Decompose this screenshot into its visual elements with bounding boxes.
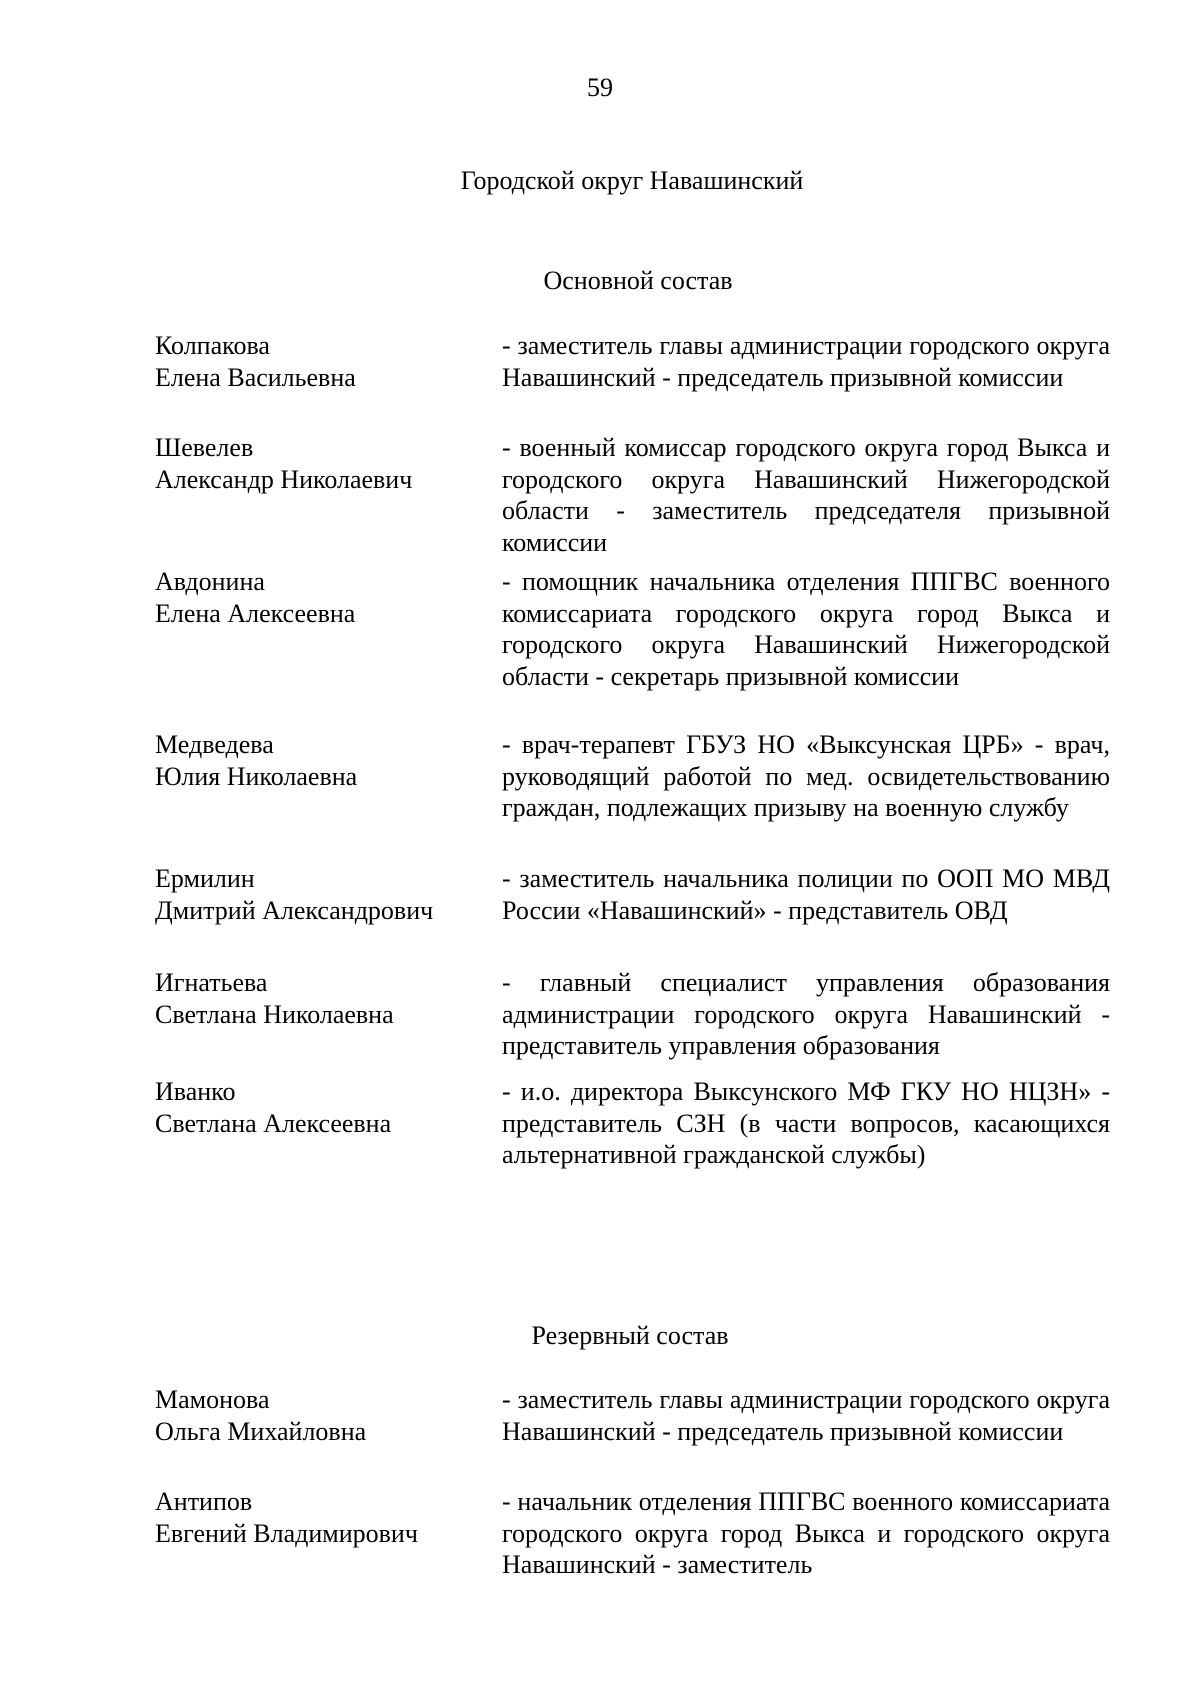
page-number: 59 [587, 73, 613, 102]
member-name [155, 1076, 500, 1171]
member-role: - заместитель главы администрации городского округа Навашинский - председатель призывной комиссии [502, 1385, 1110, 1446]
member-surname: Колпакова [155, 331, 270, 360]
member-name [155, 967, 500, 1062]
member-name [155, 432, 500, 558]
member-role: - военный комиссар городского округа город Выкса и городского округа Навашинский Нижегородской области - заместитель председателя призывной комиссии [502, 433, 1110, 557]
member-given-name: Дмитрий Александрович [155, 895, 434, 925]
member-name [155, 863, 500, 926]
member-given-name: Юлия Николаевна [155, 761, 358, 791]
section-title-main: Основной состав [543, 266, 733, 295]
member-role: - заместитель главы администрации городского округа Навашинский - председатель призывной комиссии [502, 331, 1110, 392]
member-role: - помощник начальника отделения ППГВС военного комиссариата городского округа город Выкса и городского округа Навашинский Нижегородской области - секретарь призывной комиссии [502, 567, 1110, 691]
member-ignatieva [155, 967, 1115, 1062]
member-avdonina [155, 566, 1115, 692]
member-given-name: Елена Алексеевна [155, 598, 356, 628]
member-given-name: Александр Николаевич [155, 464, 413, 494]
member-shevelev [155, 432, 1115, 558]
member-role: - заместитель начальника полиции по ООП МО МВД России «Навашинский» - представитель ОВД [502, 864, 1110, 925]
member-ermilin [155, 863, 1115, 926]
member-name [155, 729, 500, 824]
member-antipov [155, 1486, 1115, 1581]
member-surname: Ермилин [155, 864, 255, 893]
member-role: - и.о. директора Выксунского МФ ГКУ НО НЦЗН» - представитель СЗН (в части вопросов, касающихся альтернативной гражданской службы) [502, 1077, 1110, 1169]
member-surname: Антипов [155, 1487, 253, 1516]
member-name [155, 566, 500, 692]
member-surname: Иванко [155, 1077, 236, 1106]
member-name [155, 1384, 500, 1447]
member-surname: Медведева [155, 730, 274, 759]
member-given-name: Светлана Николаевна [155, 999, 394, 1029]
member-name [155, 330, 500, 393]
member-given-name: Евгений Владимирович [155, 1518, 418, 1548]
member-role: - врач-терапевт ГБУЗ НО «Выксунская ЦРБ» - врач, руководящий работой по мед. освидетельствованию граждан, подлежащих призыву на военную службу [502, 730, 1110, 822]
member-surname: Мамонова [155, 1385, 270, 1414]
member-given-name: Ольга Михайловна [155, 1416, 367, 1446]
member-surname: Авдонина [155, 567, 265, 596]
member-medvedeva [155, 729, 1115, 824]
member-role: - начальник отделения ППГВС военного комиссариата городского округа город Выкса и городского округа Навашинский - заместитель [502, 1487, 1110, 1579]
member-mamonova [155, 1384, 1115, 1447]
member-name [155, 1486, 500, 1581]
member-role: - главный специалист управления образования администрации городского округа Навашинский - представитель управления образования [502, 968, 1110, 1060]
member-ivanko [155, 1076, 1115, 1171]
member-given-name: Елена Васильевна [155, 362, 356, 392]
section-title-reserve: Резервный состав [531, 1321, 729, 1350]
member-surname: Шевелев [155, 433, 254, 462]
district-title: Городской округ Навашинский [460, 166, 804, 195]
member-kolpakova [155, 330, 1115, 393]
member-given-name: Светлана Алексеевна [155, 1108, 392, 1138]
member-surname: Игнатьева [155, 968, 268, 997]
